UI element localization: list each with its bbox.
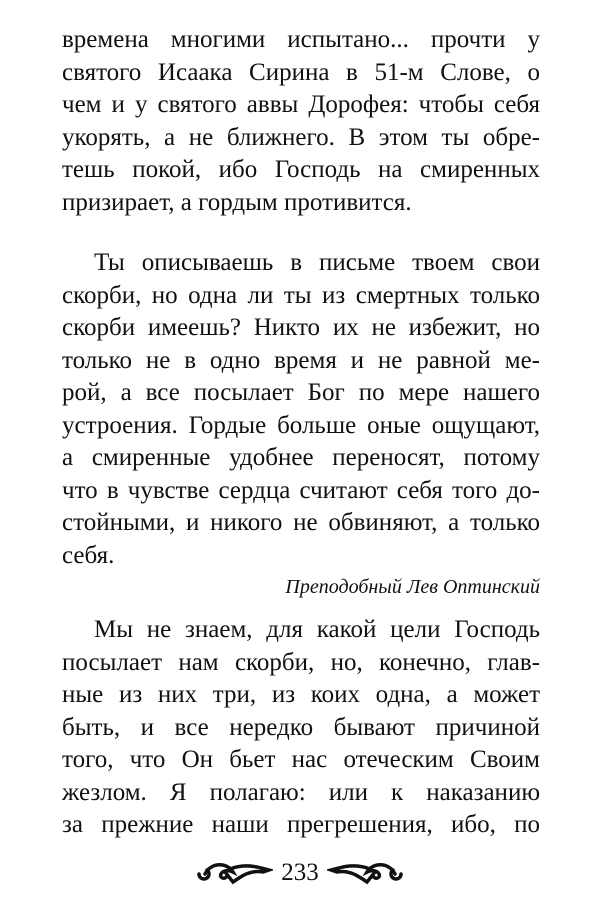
text-line: что в чувстве сердца считают себя того до- xyxy=(62,476,540,504)
text-line: быть, и все нередко бывают причиной xyxy=(62,713,540,741)
text-line: чем и у святого аввы Дорофея: чтобы себя xyxy=(62,91,540,118)
text-line: жезлом. Я полагаю: или к наказанию xyxy=(62,778,540,806)
text-line: а смиренные удобнее переносят, потому xyxy=(62,444,540,471)
text-line: времена многими испытано... прочти у xyxy=(62,26,540,53)
text-line: скорби имеешь? Никто их не избежит, но xyxy=(62,314,540,341)
text-line: ные из них три, из коих одна, а может xyxy=(62,681,540,708)
text-line: того, что Он бьет нас отеческим Своим xyxy=(62,746,540,773)
ornament-right-icon xyxy=(327,860,405,886)
text-line: Мы не знаем, для какой цели Господь xyxy=(94,616,540,643)
text-line: тешь покой, ибо Господь на смиренных xyxy=(62,156,540,183)
text-line: скорби, но одна ли ты из смертных только xyxy=(62,281,540,309)
text-line: святого Исаака Сирина в 51-м Слове, о xyxy=(62,58,540,86)
text-line: рой, а все посылает Бог по мере нашего xyxy=(62,379,540,406)
text-line: призирает, а гордым противится. xyxy=(62,188,412,216)
text-line: Ты описываешь в письме твоем свои xyxy=(94,249,540,276)
page-footer xyxy=(0,856,600,890)
paragraph-2 xyxy=(62,247,540,572)
ornament-left-icon xyxy=(195,860,273,886)
page-number: 233 xyxy=(281,859,319,886)
text-line: стойными, и никого не обвиняют, а только xyxy=(62,509,540,536)
paragraph-3 xyxy=(62,614,540,842)
text-line: укорять, а не ближнего. В этом ты обре- xyxy=(62,123,540,151)
text-line: устроения. Гордые больше оные ощущают, xyxy=(62,411,540,439)
text-line: себя. xyxy=(62,541,115,569)
attribution: Преподобный Лев Оптинский xyxy=(285,576,540,598)
text-line: только не в одно время и не равной ме- xyxy=(62,346,540,374)
paragraph-1 xyxy=(62,24,540,219)
text-line: посылает нам скорби, но, конечно, глав- xyxy=(62,648,540,676)
text-line: за прежние наши прегрешения, ибо, по xyxy=(62,811,540,838)
page-body xyxy=(62,24,540,842)
